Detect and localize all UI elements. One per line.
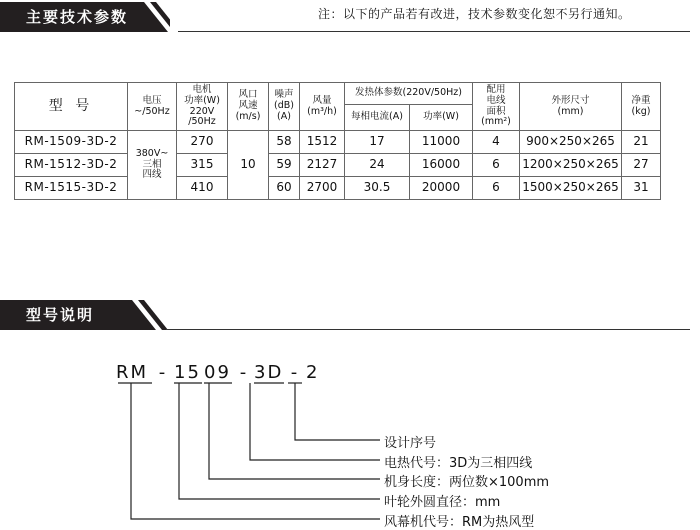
- cell-wind-speed-shared: 10: [228, 131, 269, 200]
- desc-length: 机身长度：两位数×100mm: [384, 475, 550, 490]
- header-model: 型 号: [15, 83, 128, 131]
- cell-wire: 6: [473, 177, 520, 200]
- cell-power: 315: [177, 154, 228, 177]
- cell-voltage-shared: 380V~ 三相 四线: [128, 131, 177, 200]
- desc-diameter: 叶轮外圆直径：mm: [384, 495, 501, 510]
- header-heater-power: 功率(W): [410, 105, 473, 131]
- cell-model: RM-1515-3D-2: [15, 177, 128, 200]
- cell-noise: 59: [269, 154, 300, 177]
- section-title-model-explain: 型号说明: [26, 306, 95, 324]
- cell-wire: 6: [473, 154, 520, 177]
- cell-weight: 27: [622, 154, 661, 177]
- code-part-diameter: 15: [174, 362, 201, 383]
- cell-noise: 60: [269, 177, 300, 200]
- cell-model: RM-1512-3D-2: [15, 154, 128, 177]
- cell-airflow: 2127: [300, 154, 345, 177]
- desc-heating: 电热代号：3D为三相四线: [384, 456, 533, 471]
- header-heater-current: 每相电流(A): [345, 105, 410, 131]
- cell-heat-power: 16000: [410, 154, 473, 177]
- cell-power: 410: [177, 177, 228, 200]
- header-voltage: 电压 ~/50Hz: [128, 83, 177, 131]
- cell-weight: 31: [622, 177, 661, 200]
- header-weight: 净重 (kg): [622, 83, 661, 131]
- cell-model: RM-1509-3D-2: [15, 131, 128, 154]
- code-dash: -: [239, 362, 249, 383]
- code-part-heating: 3D: [254, 362, 284, 383]
- cell-heat-power: 11000: [410, 131, 473, 154]
- cell-dimensions: 1200×250×265: [520, 154, 622, 177]
- cell-airflow: 1512: [300, 131, 345, 154]
- cell-heat-power: 20000: [410, 177, 473, 200]
- header-airflow: 风量 (m³/h): [300, 83, 345, 131]
- cell-dimensions: 900×250×265: [520, 131, 622, 154]
- cell-airflow: 2700: [300, 177, 345, 200]
- code-dash: -: [290, 362, 300, 383]
- header-power: 电机 功率(W) 220V /50Hz: [177, 83, 228, 131]
- section-title-specs: 主要技术参数: [26, 8, 129, 26]
- header-heater: 发热体参数(220V/50Hz): [345, 83, 473, 105]
- cell-noise: 58: [269, 131, 300, 154]
- header-wire: 配用 电线 面积 (mm²): [473, 83, 520, 131]
- desc-type: 风幕机代号：RM为热风型: [384, 515, 535, 530]
- spec-change-note: 注：以下的产品若有改进，技术参数变化恕不另行通知。: [318, 7, 631, 21]
- cell-wire: 4: [473, 131, 520, 154]
- code-part-rm: RM: [116, 362, 149, 383]
- header-wind-speed: 风口 风速 (m/s): [228, 83, 269, 131]
- header-noise: 噪声 (dB) (A): [269, 83, 300, 131]
- cell-current: 24: [345, 154, 410, 177]
- cell-dimensions: 1500×250×265: [520, 177, 622, 200]
- code-part-serial: 2: [306, 362, 320, 383]
- cell-weight: 21: [622, 131, 661, 154]
- cell-current: 17: [345, 131, 410, 154]
- cell-power: 270: [177, 131, 228, 154]
- cell-current: 30.5: [345, 177, 410, 200]
- header-dimensions: 外形尺寸 (mm): [520, 83, 622, 131]
- desc-serial: 设计序号: [384, 436, 437, 451]
- code-part-length: 09: [204, 362, 231, 383]
- code-dash: -: [158, 362, 168, 383]
